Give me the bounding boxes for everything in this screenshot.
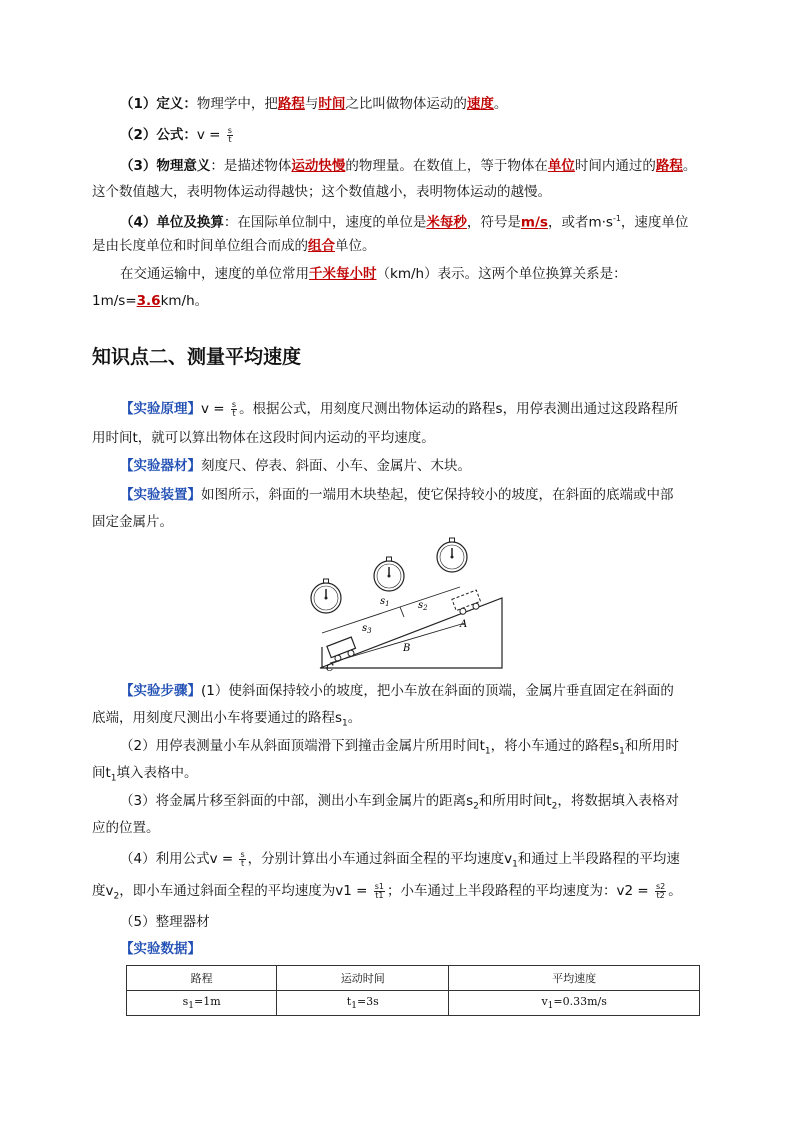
text: 。根据公式，用刻度尺测出物体运动的路程s，用停表测出通过这段路程所 [239,401,679,417]
text: 。 [493,96,508,112]
steps-line-4 [120,848,732,876]
midpoint-tick [400,607,404,617]
text: 1m/s= [92,293,137,309]
meaning-line-2: 这个数值越大，表明物体运动得越快；这个数值越小，表明物体运动的越慢。 [92,184,551,200]
answer-blank: 单位 [547,158,575,174]
text: 时间内通过的 [574,158,656,174]
stopwatch-icon [437,538,467,572]
fraction-denominator: t [241,858,245,868]
text: （2）用停表测量小车从斜面顶端滑下到撞击金属片所用时间t [120,738,485,754]
text: 和所用时间t [478,793,552,809]
v1-fraction [374,883,385,900]
text: （3）将金属片移至斜面的中部，测出小车到金属片的距离s [120,793,474,809]
setup-line [120,484,732,506]
steps-line-3b: 应的位置。 [92,820,160,836]
text: 是由长度单位和时间单位组合而成的 [92,238,308,254]
steps-line-2 [120,735,732,763]
label-B: B [403,643,411,654]
formula-lhs: v = [201,401,225,417]
text: ；小车通过上半段路程的平均速度为：v2 = [386,883,649,899]
data-label-line [120,938,732,960]
formula-lhs: v = [196,127,221,143]
subscript: 1 [342,718,348,729]
equipment-line [120,455,732,477]
answer-blank: 运动快慢 [291,158,346,174]
table-cell: $t_1=3s$ [277,991,449,1016]
text: (1）使斜面保持较小的坡度，把小车放在斜面的顶端，金属片垂直固定在斜面的 [201,683,674,699]
subscript: 1 [484,746,491,757]
text: 单位。 [335,238,376,254]
fraction-denominator: t [228,134,232,144]
formula-line [120,124,732,146]
stopwatch-icon [311,579,341,613]
fraction-numerator: s [227,125,232,135]
steps-line-1b [92,707,704,735]
principle-line [120,398,732,420]
steps-line-2b [92,762,704,790]
text: 和所用时 [624,738,679,754]
data-table [126,965,700,1016]
fraction-numerator: s1 [374,881,384,891]
text: 刻度尺、停表、斜面、小车、金属片、木块。 [201,458,471,474]
principle-line-2: 用时间t，就可以算出物体在这段时间内运动的平均速度。 [92,430,435,446]
text: ，将小车通过的路程s [490,738,620,754]
text: ，符号是 [466,214,521,231]
label-C: C [326,663,334,674]
data-label: 【实验数据】 [120,941,201,957]
speed-fraction [227,127,233,144]
unit-line-2 [92,235,704,257]
label-s3: $s_3$ [362,623,372,635]
table-header-row [127,966,700,991]
text: 的物理量。在数值上，等于物体在 [345,158,548,174]
step4-fraction [239,851,245,868]
equipment-label: 【实验器材】 [120,458,201,474]
text: 在交通运输中，速度的单位常用 [120,266,309,282]
setup-label: 【实验装置】 [120,487,201,503]
principle-fraction [231,401,237,418]
answer-blank: 组合 [308,238,335,254]
label-A: A [460,619,468,630]
subscript: 1 [619,746,625,757]
fraction-denominator: t1 [375,890,384,900]
text: ，分别计算出小车通过斜面全程的平均速度v [247,851,513,867]
text: 度v [92,883,114,899]
answer-blank: m/s [520,214,548,231]
text: 和通过上半段路程的平均速 [517,851,680,867]
text: ，速度单位 [620,214,689,231]
answer-blank: 路程 [277,96,305,112]
text: （4）利用公式v = [120,851,234,867]
text: 如图所示，斜面的一端用木块垫起，使它保持较小的坡度，在斜面的底端或中部 [201,487,674,503]
steps-line-3 [120,790,732,818]
text: km/h。 [160,293,209,309]
unit-line [120,208,732,234]
answer-blank: 时间 [318,96,346,112]
unit-label: （4）单位及换算 [120,214,224,231]
text: 底端，用刻度尺测出小车将要通过的路程s [92,710,343,726]
superscript: -1 [612,214,621,223]
table-row [127,991,700,1016]
table-header: 运动时间 [277,966,449,991]
traffic-line-2 [92,290,704,312]
label-s2: $s_2$ [418,600,428,612]
text: ：在国际单位制中，速度的单位是 [223,214,427,231]
traffic-line [120,263,732,285]
answer-blank: 速度 [466,96,494,112]
answer-blank: 千米每小时 [309,266,377,282]
definition-line [120,93,732,115]
steps-line-5: （5）整理器材 [120,914,210,930]
subscript: 2 [551,801,558,812]
steps-line-1 [120,680,732,702]
subscript: 2 [473,801,479,812]
text: ，或者m·s [547,214,613,231]
text: 填入表格中。 [116,765,198,781]
answer-blank: 米每秒 [426,214,467,231]
principle-label: 【实验原理】 [120,401,201,417]
text: 。 [668,883,682,899]
incline-diagram [300,535,510,675]
table-header: 平均速度 [449,966,700,991]
text: ，将数据填入表格对 [557,793,679,809]
v2-fraction [655,883,666,900]
meaning-label: （3）物理意义 [120,158,211,174]
subscript: 2 [113,891,120,902]
formula-label: （2）公式： [120,127,197,143]
text: 物理学中，把 [196,96,278,112]
text: 之比叫做物体运动的 [345,96,467,112]
steps-label: 【实验步骤】 [120,683,201,699]
fraction-numerator: s [240,849,245,859]
fraction-numerator: s2 [655,881,666,891]
text: 。 [682,158,697,174]
fraction-denominator: t [232,408,236,418]
answer-blank: 3.6 [136,293,161,309]
fraction-numerator: s [231,399,237,409]
table-cell: $s_1=1m$ [127,991,277,1016]
text: 间t [92,765,111,781]
text: ：是描述物体 [210,158,292,174]
subscript: 1 [110,773,117,784]
definition-label: （1）定义： [120,96,197,112]
section-heading: 知识点二、测量平均速度 [92,346,302,368]
fraction-denominator: t2 [656,890,665,900]
text: 与 [304,96,319,112]
text: 。 [347,710,362,726]
meaning-line [120,155,732,177]
table-cell: $v_1=0.33m/s$ [449,991,700,1016]
answer-blank: 路程 [655,158,683,174]
stopwatch-icon [374,557,404,591]
steps-line-4b [92,880,704,908]
text: （km/h）表示。这两个单位换算关系是： [376,266,627,282]
text: ，即小车通过斜面全程的平均速度为v1 = [119,883,368,899]
subscript: 1 [512,859,518,870]
label-s1: $s_1$ [380,596,390,608]
table-header: 路程 [127,966,277,991]
setup-line-2: 固定金属片。 [92,514,173,530]
